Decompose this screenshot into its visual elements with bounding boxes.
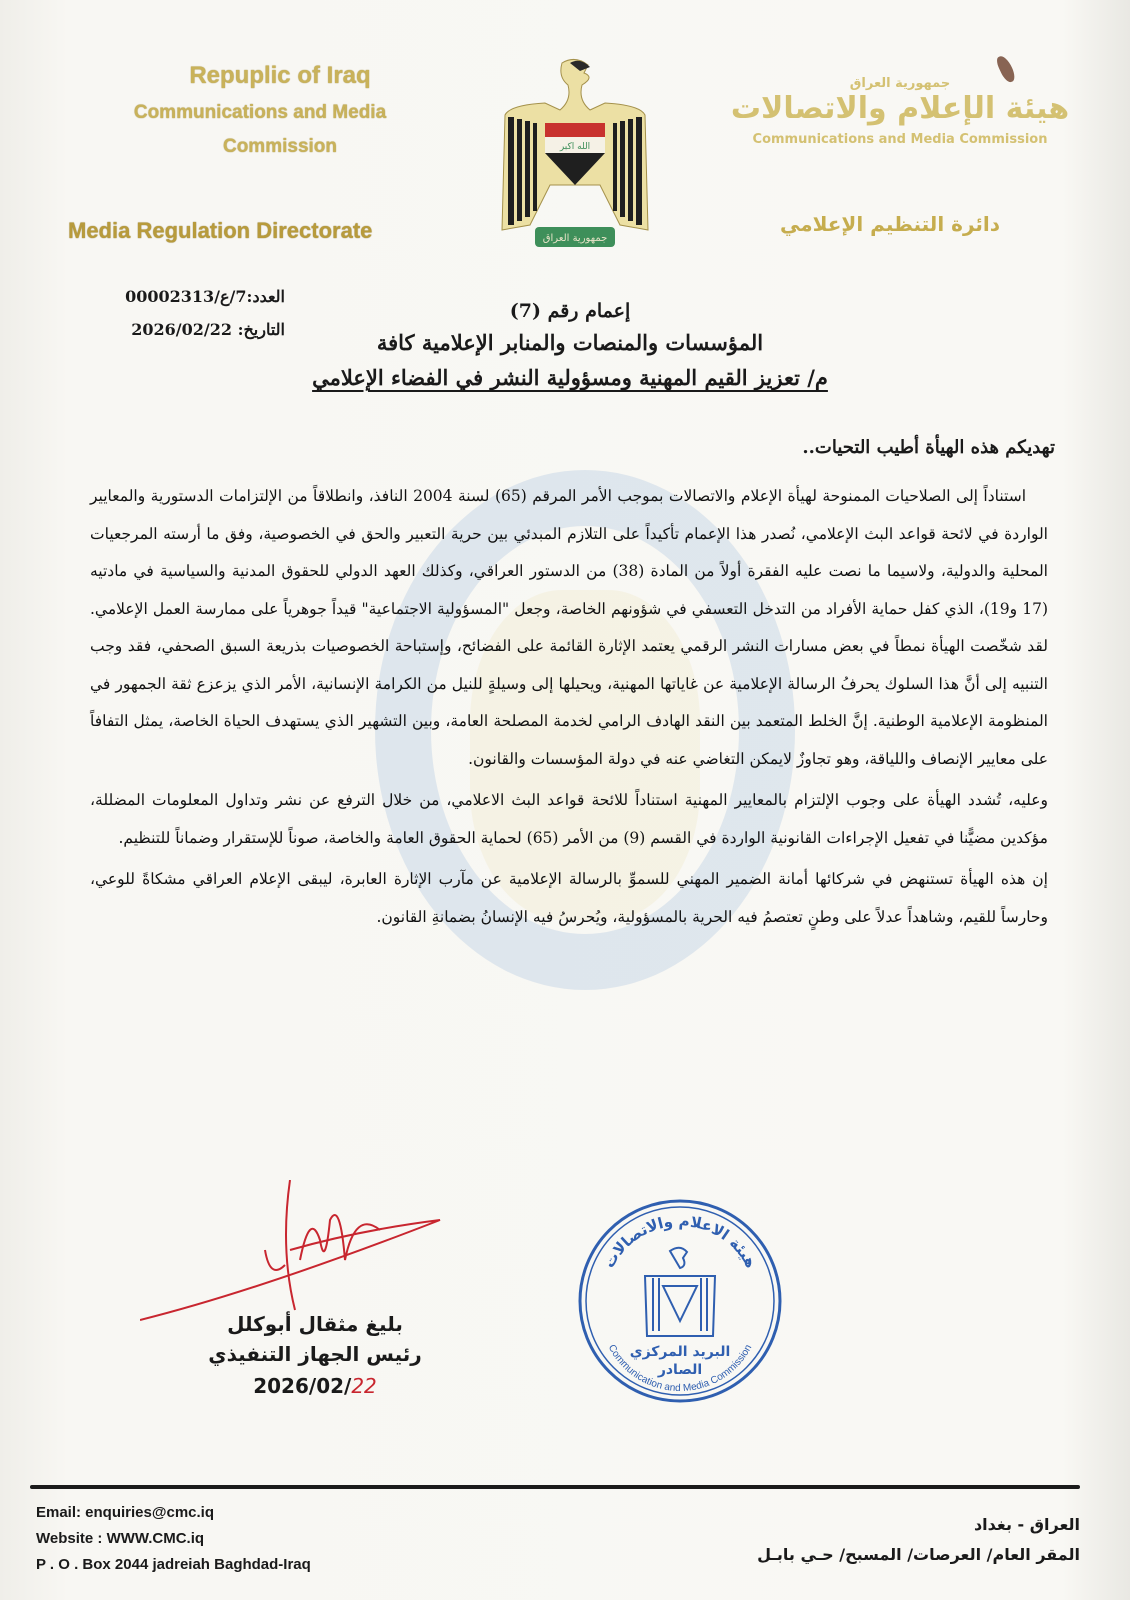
reference-date-value: 2026/02/22 bbox=[131, 320, 232, 339]
emblem-flag-text: الله اكبر bbox=[559, 142, 591, 152]
signatory-name: بليغ مثقال أبوكلل bbox=[227, 1312, 403, 1336]
stamp-eagle-icon bbox=[645, 1248, 715, 1336]
iraq-coat-of-arms-eagle-icon bbox=[500, 55, 650, 255]
body-paragraph: وعليه، تُشدد الهيأة على وجوب الإلتزام بالمعايير المهنية استناداً للائحة قواعد البث الاعلامي، من خلال الترفع عن نشر وتداول المعلومات المضللة، مؤكدين مضيًّنا في تفعيل الإجراءات القانونية الواردة في القسم (9) من الأمر (65) لحماية الحقوق العامة والخاصة، صوناً للإستقرار وضماناً للتنظيم. bbox=[90, 791, 1048, 847]
reference-date-label: التاريخ: bbox=[237, 320, 285, 339]
body-paragraph: استناداً إلى الصلاحيات الممنوحة لهيأة الإعلام والاتصالات بموجب الأمر المرقم (65) لسنة 2004 النافذ، وانطلاقاً من الإلتزامات الدستورية والمعايير الواردة في لائحة قواعد البث الإعلامي، نُصدر هذا الإعمام تأكيداً على التلازم المبدئي بين حرية التعبير والحق في الخصوصية، وفق ما أرسته المرجعيات المحلية والدولية، ولاسيما ما نصت عليه الفقرة أولاً من المادة (38) من الدستور العراقي، وكذلك العهد الدولي للحقوق المدنية والسياسية في مادتيه (17 و19)، الذي كفل حماية الأفراد من التدخل التعسفي في شؤونهم الخاصة، وجعل "المسؤولية الاجتماعية" قيداً جوهرياً على ممارسة العمل الإعلامي. لقد شخّصت الهيأة نمطاً في بعض مسارات النشر الرقمي يعتمد الإثارة القائمة على الفضائح، وإستباحة الخصوصيات بذريعة السبق الصحفي، فقد وجب التنبيه إلى أنَّ هذا السلوك يحرفُ الرسالة الإعلامية عن غاياتها المهنية، ويحيلها إلى وسيلةٍ للنيل من الكرامة الإنسانية، الأمر الذي يزعزع ثقة الجمهور في المنظومة الإعلامية الوطنية. إنَّ الخلط المتعمد بين النقد الهادف الرامي لخدمة المصلحة العامة، وبين التشهير الذي يستهدف الحياة الخاصة، يمثل التفافاً على معايير الإنصاف واللياقة، وهو تجاوزٌ لايمكن التغاضي عنه في دولة المؤسسات والقانون. bbox=[90, 487, 1048, 768]
stamp-center-line1: البريد المركزي bbox=[629, 1344, 731, 1360]
stamp-arabic-ring: هيئة الاعلام والاتصالات bbox=[599, 1211, 761, 1271]
footer-address: المقر العام/ العرصات/ المسبح/ حـي بابـل bbox=[757, 1545, 1080, 1564]
svg-text:هيئة الاعلام والاتصالات bbox=[600, 1212, 760, 1271]
stamp-english-ring: Communication and Media Commission bbox=[605, 1342, 755, 1395]
circular-number: إعمام رقم (7) bbox=[509, 300, 631, 322]
handwritten-signature bbox=[140, 1180, 450, 1330]
footer-website: Website : WWW.CMC.iq bbox=[36, 1530, 205, 1547]
letterhead-directorate-english: Media Regulation Directorate bbox=[68, 218, 373, 243]
letterhead-english bbox=[60, 62, 460, 158]
letter-body bbox=[90, 478, 1048, 940]
signature-date-handwritten: 22 bbox=[351, 1374, 377, 1398]
reference-number-value: 7/ع/00002313 bbox=[125, 287, 247, 306]
addressee: المؤسسات والمنصات والمنابر الإعلامية كافة bbox=[376, 330, 764, 355]
letterhead-country: Repuplic of Iraq bbox=[189, 62, 371, 89]
signatory-title: رئيس الجهاز التنفيذي bbox=[208, 1342, 422, 1366]
letterhead-arabic bbox=[720, 70, 1080, 147]
footer-pobox: P . O . Box 2044 jadreiah Baghdad-Iraq bbox=[36, 1556, 311, 1573]
subject-line: م/ تعزيز القيم المهنية ومسؤولية النشر في الفضاء الإعلامي bbox=[312, 365, 828, 390]
greeting: تهديكم هذه الهيأة أطيب التحيات.. bbox=[802, 437, 1055, 458]
footer-contact-english bbox=[36, 1500, 311, 1578]
official-stamp bbox=[575, 1196, 785, 1406]
letterhead-org-line1: Communications and Media bbox=[133, 102, 387, 123]
signature-date bbox=[200, 1374, 430, 1398]
stamp-center-line2: الصادر bbox=[657, 1362, 703, 1378]
reference-number-label: العدد: bbox=[246, 287, 285, 306]
letter-titles bbox=[250, 300, 890, 390]
body-paragraph: إن هذه الهيأة تستنهض في شركائها أمانة الضمير المهني للسموِّ بالرسالة الإعلامية عن مآرب الإثارة العابرة، ليبقى الإعلام العراقي مشكاةً للوعي، وحارساً للقيم، وشاهداً عدلاً على وطنٍ تعتصمُ فيه الحرية بالمسؤولية، ويُحرسُ فيه الإنسانُ بضمانةِ القانون. bbox=[90, 870, 1048, 926]
letterhead-directorate-arabic: دائرة التنظيم الإعلامي bbox=[779, 212, 1001, 236]
letterhead-arabic-sub: Communications and Media Commission bbox=[752, 132, 1048, 147]
footer-divider bbox=[30, 1485, 1080, 1489]
signatory-block bbox=[200, 1312, 430, 1398]
signature-date-printed: 2026/02/ bbox=[253, 1374, 352, 1398]
letterhead-org-line2: Commission bbox=[222, 136, 338, 157]
footer-city: العراق - بغداد bbox=[973, 1515, 1080, 1534]
footer-address-arabic bbox=[757, 1510, 1080, 1570]
footer-email: Email: enquiries@cmc.iq bbox=[36, 1504, 215, 1521]
letterhead-arabic-country: جمهورية العراق bbox=[849, 76, 951, 91]
emblem-ribbon-text: جمهورية العراق bbox=[542, 233, 608, 244]
letterhead-arabic-org: هيئة الإعلام والاتصالات bbox=[730, 91, 1070, 126]
